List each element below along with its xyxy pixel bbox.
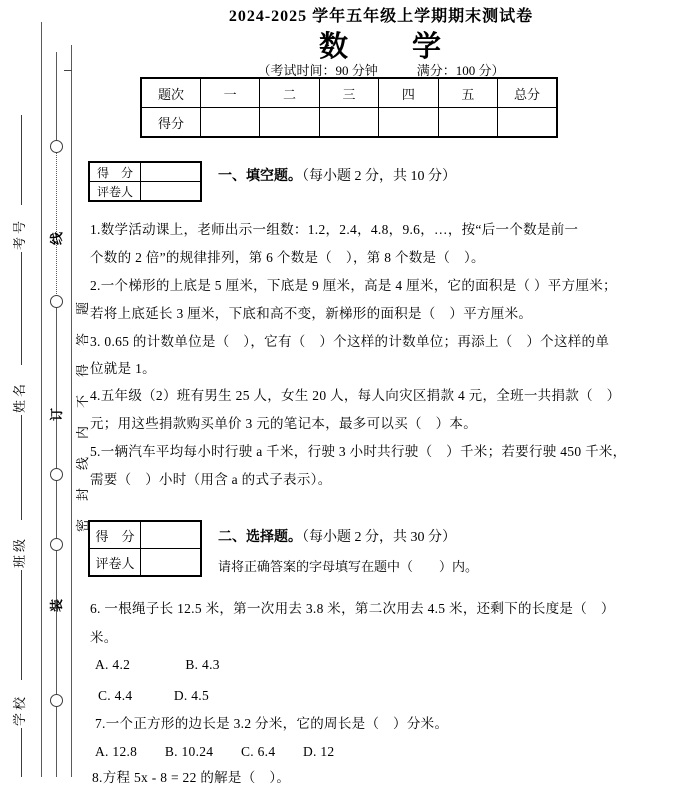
exam-number-label: 考号 — [12, 217, 27, 250]
question-line: 6. 一根绳子长 12.5 米，第一次用去 3.8 米，第二次用去 4.5 米，还剩下的长度是（ ） — [90, 601, 615, 616]
margin-outer-line — [41, 22, 42, 777]
grader-value-cell — [141, 182, 199, 200]
score-table-header-cell: 三 — [319, 78, 378, 108]
score-empty-cell — [438, 108, 497, 138]
score-empty-cell — [498, 108, 557, 138]
exam-info: （考试时间：90 分钟 满分：100 分） — [257, 63, 505, 78]
binding-char-ding: 订 — [49, 407, 64, 421]
punch-hole-icon — [50, 140, 63, 153]
question-line: 8.方程 5x - 8 = 22 的解是（ ）。 — [92, 770, 291, 785]
section1-heading — [218, 165, 456, 185]
score-label: 得 分 — [90, 163, 141, 181]
score-table-header-cell: 二 — [260, 78, 319, 108]
grader-label: 评卷人 — [90, 549, 141, 575]
punch-hole-icon — [50, 694, 63, 707]
question-line: 4.五年级（2）班有男生 25 人，女生 20 人，每人向灾区捐款 4 元，全班一共捐款（ ） — [90, 388, 621, 403]
question-line: 元；用这些捐款购买单价 3 元的笔记本，最多可以买（ ）本。 — [90, 416, 477, 431]
score-value-cell — [141, 163, 199, 181]
score-table-header-cell: 一 — [200, 78, 259, 108]
punch-hole-icon — [50, 468, 63, 481]
question-line: 1.数学活动课上，老师出示一组数：1.2，2.4，4.8，9.6，…，按“后一个数是前一 — [90, 222, 579, 237]
score-row-label: 得分 — [141, 108, 200, 138]
paper-title: 2024-2025 学年五年级上学期期末测试卷 — [228, 8, 534, 25]
score-empty-cell — [200, 108, 259, 138]
score-table-header-row — [141, 78, 557, 108]
score-box-row — [90, 163, 200, 181]
section1-title: 一、填空题。 — [218, 169, 302, 184]
option-line: A. 12.8 B. 10.24 C. 6.4 D. 12 — [95, 744, 335, 759]
score-table-header-cell: 五 — [438, 78, 497, 108]
grader-label: 评卷人 — [90, 182, 141, 200]
score-table-header-cell: 总分 — [498, 78, 557, 108]
score-table-score-row — [141, 108, 557, 138]
binding-line-dotted — [56, 145, 57, 300]
total-score-table — [140, 77, 558, 138]
section1-note: （每小题 2 分，共 10 分） — [302, 169, 456, 184]
score-box-row — [90, 522, 200, 548]
section2-title: 二、选择题。 — [218, 530, 302, 545]
name-label: 姓名 — [12, 380, 27, 413]
name-blank-line — [21, 252, 22, 365]
binding-char-xian: 线 — [49, 231, 64, 245]
score-box-row — [90, 548, 200, 575]
school-label: 学校 — [12, 693, 27, 726]
question-line: 需要（ ）小时（用含 a 的式子表示）。 — [90, 472, 332, 487]
binding-line-top — [56, 52, 57, 145]
section2-instruction: 请将正确答案的字母填写在题中（ ）内。 — [218, 559, 479, 574]
punch-hole-icon — [50, 538, 63, 551]
section1-score-box — [88, 161, 202, 202]
score-table-header-cell: 四 — [379, 78, 438, 108]
question-line: 2.一个梯形的上底是 5 厘米，下底是 9 厘米，高是 4 厘米，它的面积是（ ）平方厘米； — [90, 278, 617, 293]
class-blank-line — [21, 415, 22, 520]
seal-line-tick — [64, 70, 72, 71]
seal-warning-text: 密封线内不得答题 — [75, 283, 90, 532]
score-box-row — [90, 181, 200, 200]
option-line: C. 4.4 D. 4.5 — [98, 688, 210, 703]
class-label: 班级 — [12, 535, 27, 568]
school-blank-line — [21, 570, 22, 680]
score-empty-cell — [319, 108, 378, 138]
question-line: 米。 — [90, 630, 118, 645]
option-line: A. 4.2 B. 4.3 — [95, 657, 220, 672]
question-line: 个数的 2 倍”的规律排列，第 6 个数是（ ），第 8 个数是（ ）。 — [90, 250, 485, 265]
exam-number-blank-line — [21, 115, 22, 205]
school-blank-line-tail — [21, 728, 22, 777]
question-line: 位就是 1。 — [90, 361, 156, 376]
question-line: 7.一个正方形的边长是 3.2 分米，它的周长是（ ）分米。 — [95, 716, 449, 731]
score-empty-cell — [379, 108, 438, 138]
question-line: 5.一辆汽车平均每小时行驶 a 千米，行驶 3 小时共行驶（ ）千米；若要行驶 450 千米， — [90, 444, 627, 459]
question-line: 若将上底延长 3 厘米，下底和高不变，新梯形的面积是（ ）平方厘米。 — [90, 306, 533, 321]
punch-hole-icon — [50, 295, 63, 308]
subject-title: 数 学 — [318, 31, 443, 63]
seal-line — [71, 45, 72, 777]
grader-value-cell — [141, 549, 199, 575]
score-value-cell — [141, 522, 199, 548]
section2-heading — [218, 526, 456, 546]
question-line: 3. 0.65 的计数单位是（ ），它有（ ）个这样的计数单位；再添上（ ）个这样的单 — [90, 334, 610, 349]
score-label: 得 分 — [90, 522, 141, 548]
section2-score-box — [88, 520, 202, 577]
score-table-header-cell: 题次 — [141, 78, 200, 108]
binding-char-zhuang: 装 — [49, 598, 64, 612]
score-empty-cell — [260, 108, 319, 138]
section2-note: （每小题 2 分，共 30 分） — [302, 530, 456, 545]
